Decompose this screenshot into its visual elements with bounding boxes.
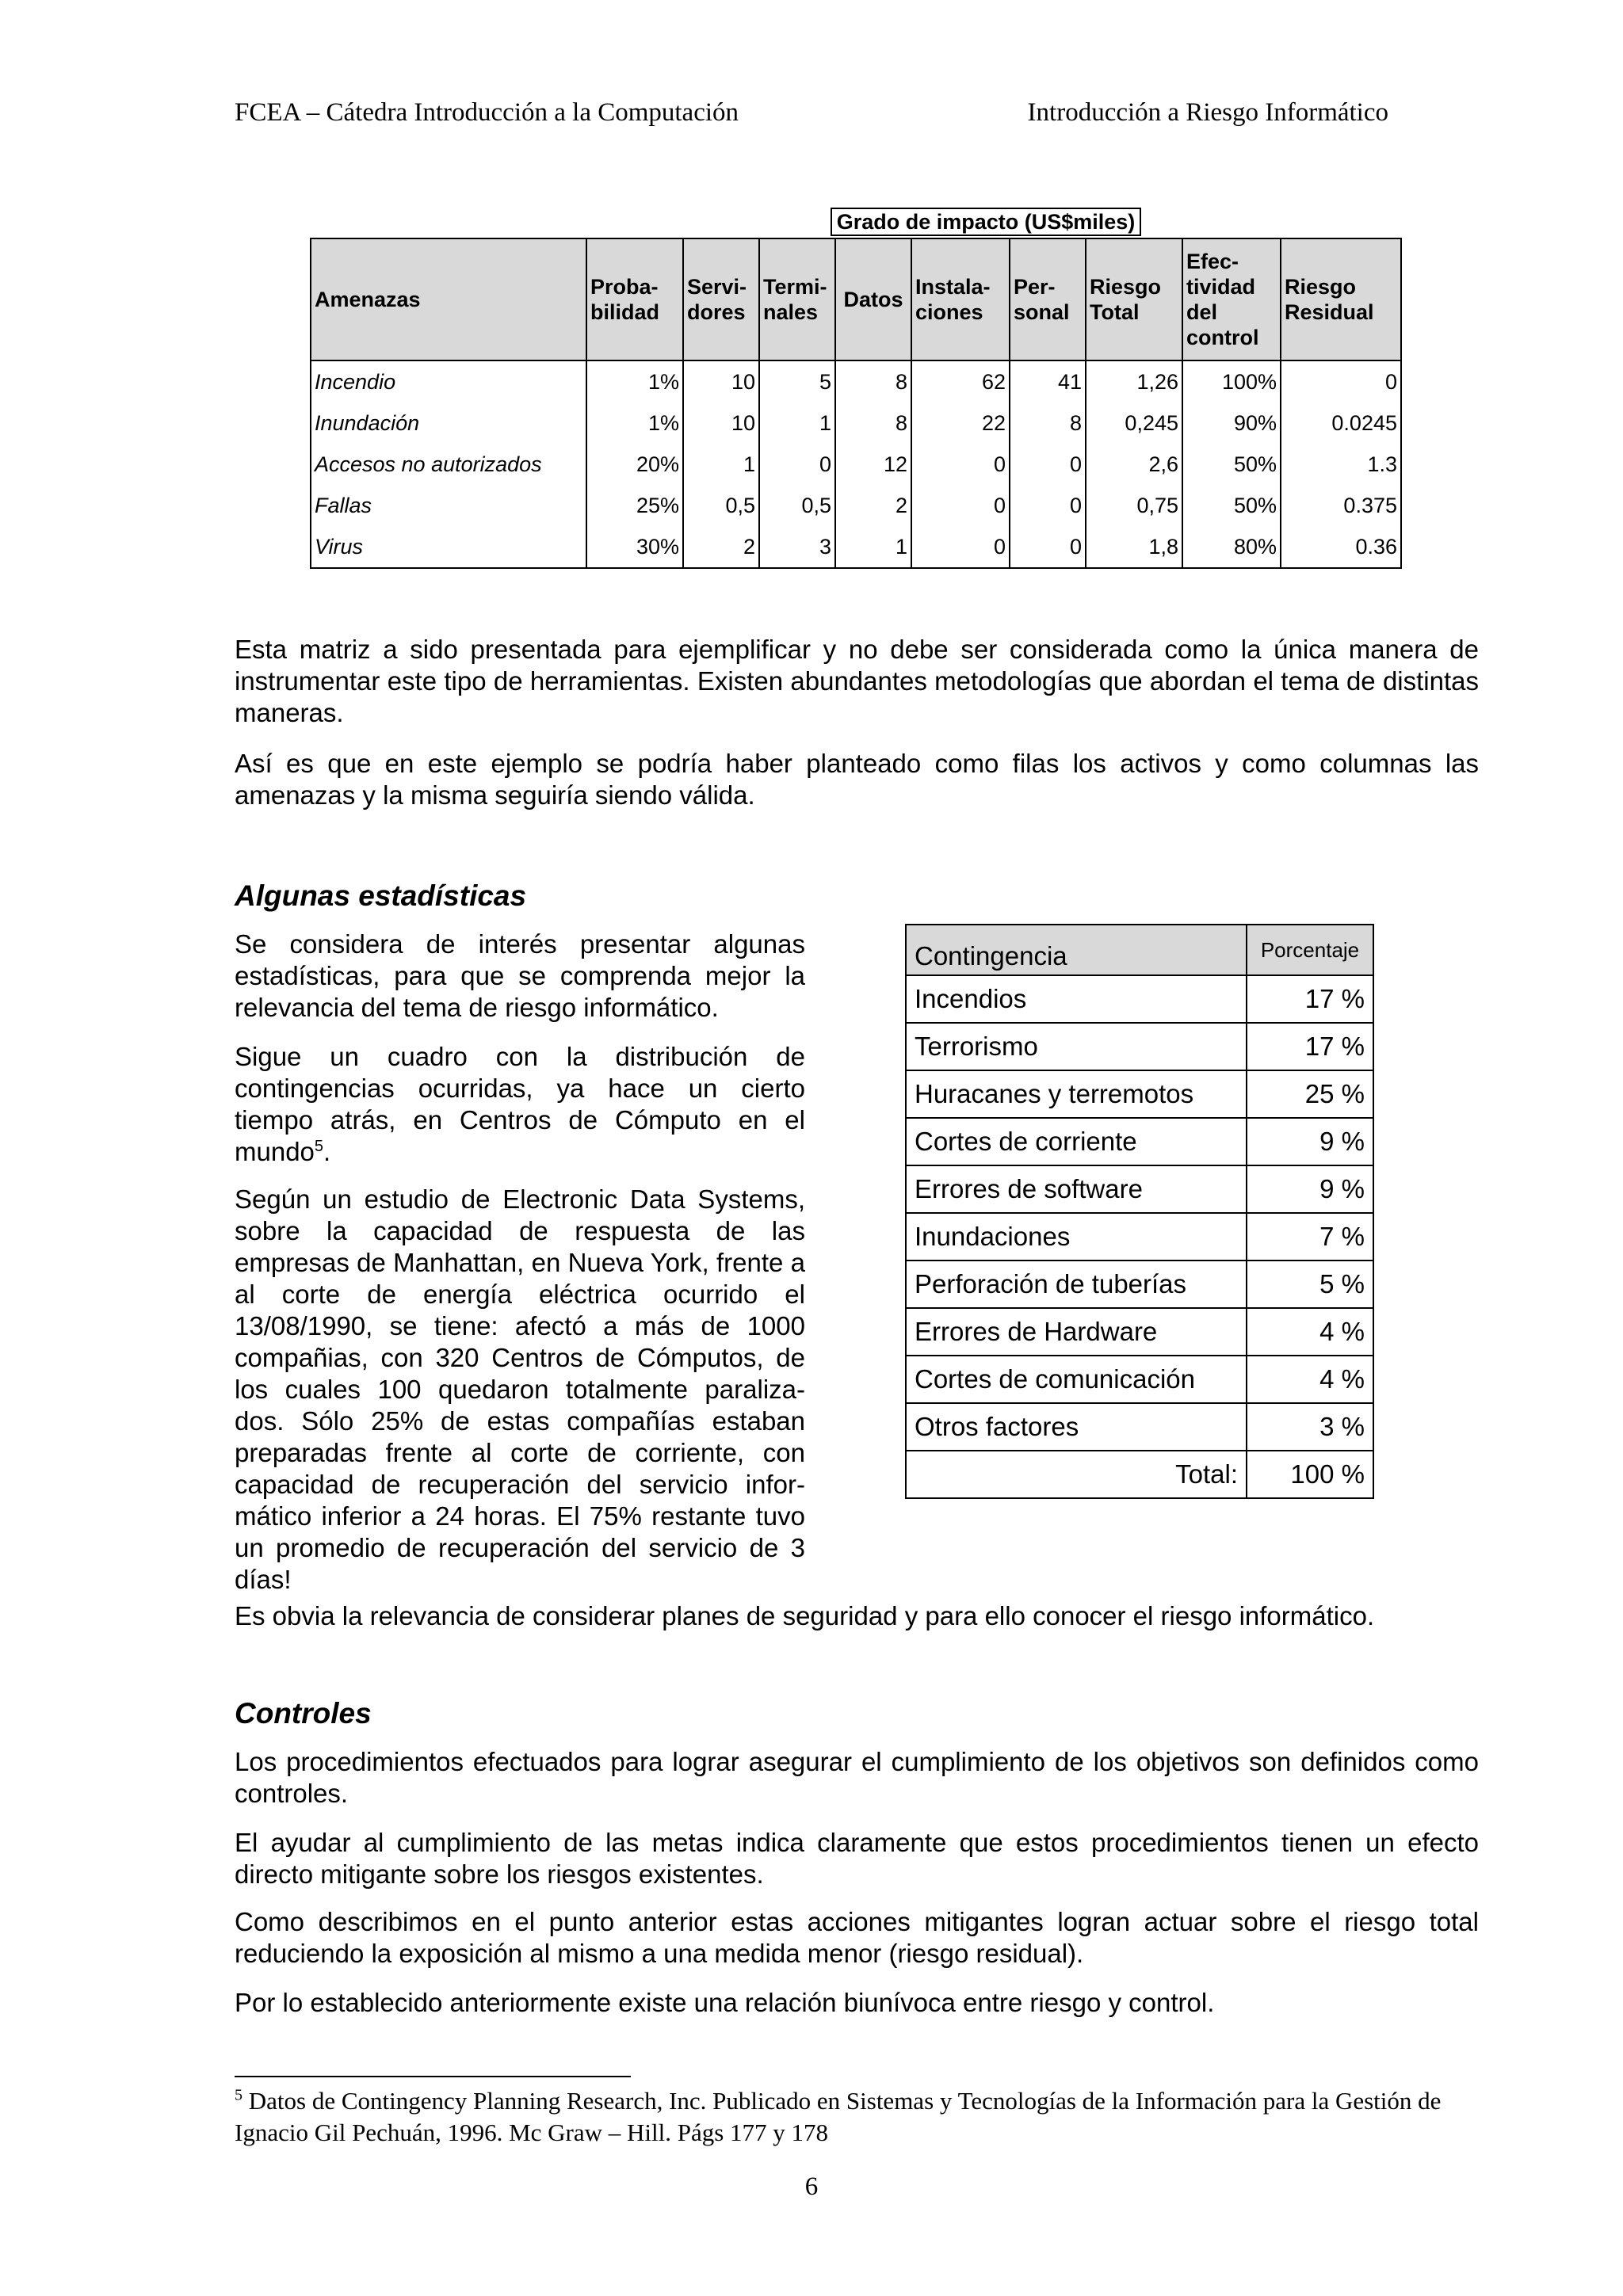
matrix-cell: 25% xyxy=(586,485,683,526)
matrix-cell: 1% xyxy=(586,360,683,402)
total-value: 100 % xyxy=(1247,1451,1373,1498)
matrix-cell: 0 xyxy=(911,526,1010,568)
header-right: Introducción a Riesgo Informático xyxy=(1027,98,1388,127)
contingency-row xyxy=(906,1070,1373,1118)
col-header: Datos xyxy=(835,238,911,360)
matrix-row xyxy=(311,444,1401,485)
footnote: $^5$ Datos de Contingency Planning Research, Inc. Publicado en Sistemas y Tecnologías de la Información para la Gestión de Ignacio Gil Pechuán, 1996. Mc Graw – Hill. Págs 177 y 178 xyxy=(235,2086,1442,2146)
matrix-cell: 0 xyxy=(911,485,1010,526)
matrix-cell: 8 xyxy=(835,360,911,402)
contingency-percent: 5 % xyxy=(1247,1261,1373,1308)
contingency-label: Otros factores xyxy=(906,1403,1247,1451)
matrix-cell: 12 xyxy=(835,444,911,485)
impact-caption: Grado de impacto (US$miles) xyxy=(831,208,1141,236)
matrix-cell: 80% xyxy=(1182,526,1281,568)
matrix-cell: 3 xyxy=(759,526,835,568)
section-title-estadisticas: Algunas estadísticas xyxy=(235,879,527,912)
contingency-label: Terrorismo xyxy=(906,1023,1247,1070)
matrix-cell: 8 xyxy=(1010,402,1086,444)
col-header-contingencia: Contingencia xyxy=(906,925,1247,975)
matrix-cell: 0 xyxy=(1010,485,1086,526)
contingency-percent: 17 % xyxy=(1247,1023,1373,1070)
matrix-cell: 1% xyxy=(586,402,683,444)
contingency-percent: 17 % xyxy=(1247,975,1373,1023)
paragraph: Sigue un cuadro con la distribución de contingencias ocurridas, ya hace un cierto tiempo atrás, en Centros de Cómputo en el mundo$^5$. xyxy=(235,1042,805,1166)
contingency-percent: 25 % xyxy=(1247,1070,1373,1118)
matrix-row xyxy=(311,402,1401,444)
matrix-cell: 0,5 xyxy=(683,485,759,526)
contingency-label: Perforación de tuberías xyxy=(906,1261,1247,1308)
matrix-cell: 0,5 xyxy=(759,485,835,526)
paragraph: Se considera de interés presentar algunas estadísticas, para que se comprenda mejor la relevancia del tema de riesgo informático. xyxy=(235,929,805,1022)
risk-matrix-table xyxy=(310,238,1402,569)
col-header: Termi-nales xyxy=(759,238,835,360)
matrix-cell: 30% xyxy=(586,526,683,568)
contingency-label: Errores de software xyxy=(906,1165,1247,1213)
matrix-row xyxy=(311,360,1401,402)
col-header: Per-sonal xyxy=(1010,238,1086,360)
paragraph: Según un estudio de Electronic Data Systems, sobre la capacidad de respuesta de las empresas de Manhattan, en Nueva York, frente a al corte de energía eléctrica ocurrido el 13/08/1990, se tiene: afectó a más de 1000 compañias, con 320 Centros de Cómputos, de los cuales 100 quedaron totalmente paraliza-dos. Sólo 25% de estas compañías estaban preparadas frente al corte de corriente, con capacidad de recuperación del servicio infor-mático inferior a 24 horas. El 75% restante tuvo un promedio de recuperación del servicio de 3 días! xyxy=(235,1184,805,1594)
col-header: Riesgo Total xyxy=(1086,238,1182,360)
threat-name: Accesos no autorizados xyxy=(311,444,586,485)
paragraph: Como describimos en el punto anterior estas acciones mitigantes logran actuar sobre el riesgo total reduciendo la exposición al mismo a una medida menor (riesgo residual). xyxy=(235,1907,1479,1968)
contingency-label: Cortes de comunicación xyxy=(906,1356,1247,1403)
contingency-total-row xyxy=(906,1451,1373,1498)
matrix-cell: 1.3 xyxy=(1281,444,1401,485)
matrix-cell: 10 xyxy=(683,402,759,444)
contingency-percent: 7 % xyxy=(1247,1213,1373,1261)
matrix-cell: 10 xyxy=(683,360,759,402)
matrix-cell: 41 xyxy=(1010,360,1086,402)
matrix-cell: 50% xyxy=(1182,485,1281,526)
footnote-rule xyxy=(235,2076,631,2077)
contingency-percent: 3 % xyxy=(1247,1403,1373,1451)
col-header: Proba-bilidad xyxy=(586,238,683,360)
matrix-header-row xyxy=(311,238,1401,360)
threat-name: Virus xyxy=(311,526,586,568)
contingency-header-row xyxy=(906,925,1373,975)
contingency-label: Errores de Hardware xyxy=(906,1308,1247,1356)
matrix-cell: 2,6 xyxy=(1086,444,1182,485)
matrix-cell: 20% xyxy=(586,444,683,485)
section-title-controles: Controles xyxy=(235,1697,372,1730)
matrix-cell: 5 xyxy=(759,360,835,402)
matrix-cell: 0.375 xyxy=(1281,485,1401,526)
matrix-cell: 0 xyxy=(1281,360,1401,402)
matrix-cell: 0.36 xyxy=(1281,526,1401,568)
matrix-cell: 2 xyxy=(835,485,911,526)
matrix-cell: 0 xyxy=(759,444,835,485)
matrix-cell: 0 xyxy=(1010,526,1086,568)
contingency-row xyxy=(906,1261,1373,1308)
matrix-cell: 62 xyxy=(911,360,1010,402)
contingency-label: Incendios xyxy=(906,975,1247,1023)
contingency-label: Cortes de corriente xyxy=(906,1118,1247,1165)
threat-name: Inundación xyxy=(311,402,586,444)
contingency-row xyxy=(906,1308,1373,1356)
matrix-row xyxy=(311,485,1401,526)
total-label: Total: xyxy=(906,1451,1247,1498)
matrix-cell: 1,8 xyxy=(1086,526,1182,568)
paragraph: Esta matriz a sido presentada para ejemplificar y no debe ser considerada como la única manera de instrumentar este tipo de herramientas. Existen abundantes metodologías que abordan el tema de distintas maneras. xyxy=(235,635,1479,727)
threat-name: Fallas xyxy=(311,485,586,526)
paragraph: El ayudar al cumplimiento de las metas indica claramente que estos procedimientos tienen un efecto directo mitigante sobre los riesgos existentes. xyxy=(235,1828,1479,1889)
contingency-percent: 4 % xyxy=(1247,1308,1373,1356)
matrix-cell: 90% xyxy=(1182,402,1281,444)
contingency-row xyxy=(906,1118,1373,1165)
paragraph: Es obvia la relevancia de considerar planes de seguridad y para ello conocer el riesgo informático. xyxy=(235,1601,1375,1630)
paragraph: Por lo establecido anteriormente existe una relación biunívoca entre riesgo y control. xyxy=(235,1988,1215,2017)
contingency-percent: 4 % xyxy=(1247,1356,1373,1403)
threat-name: Incendio xyxy=(311,360,586,402)
matrix-cell: 100% xyxy=(1182,360,1281,402)
matrix-cell: 22 xyxy=(911,402,1010,444)
paragraph: Los procedimientos efectuados para lograr asegurar el cumplimiento de los objetivos son definidos como controles. xyxy=(235,1747,1479,1808)
col-header-porcentaje: Porcentaje xyxy=(1247,925,1373,975)
col-header: Servi-dores xyxy=(683,238,759,360)
page-number: 6 xyxy=(804,2172,819,2201)
matrix-cell: 8 xyxy=(835,402,911,444)
contingency-row xyxy=(906,1023,1373,1070)
contingency-row xyxy=(906,1213,1373,1261)
matrix-cell: 0 xyxy=(911,444,1010,485)
contingency-label: Huracanes y terremotos xyxy=(906,1070,1247,1118)
contingency-row xyxy=(906,1403,1373,1451)
col-header: Amenazas xyxy=(311,238,586,360)
contingency-row xyxy=(906,975,1373,1023)
col-header: Riesgo Residual xyxy=(1281,238,1401,360)
matrix-cell: 2 xyxy=(683,526,759,568)
matrix-cell: 0,245 xyxy=(1086,402,1182,444)
paragraph: Así es que en este ejemplo se podría haber planteado como filas los activos y como columnas las amenazas y la misma seguiría siendo válida. xyxy=(235,749,1479,810)
matrix-cell: 50% xyxy=(1182,444,1281,485)
matrix-cell: 1 xyxy=(683,444,759,485)
contingency-table xyxy=(905,924,1374,1499)
col-header: Efec-tividad del control xyxy=(1182,238,1281,360)
contingency-row xyxy=(906,1356,1373,1403)
matrix-cell: 0 xyxy=(1010,444,1086,485)
contingency-percent: 9 % xyxy=(1247,1165,1373,1213)
header-left: FCEA – Cátedra Introducción a la Computación xyxy=(235,98,739,127)
col-header: Instala-ciones xyxy=(911,238,1010,360)
contingency-label: Inundaciones xyxy=(906,1213,1247,1261)
contingency-row xyxy=(906,1165,1373,1213)
contingency-percent: 9 % xyxy=(1247,1118,1373,1165)
matrix-cell: 0,75 xyxy=(1086,485,1182,526)
matrix-row xyxy=(311,526,1401,568)
matrix-cell: 1,26 xyxy=(1086,360,1182,402)
matrix-cell: 1 xyxy=(835,526,911,568)
matrix-cell: 1 xyxy=(759,402,835,444)
matrix-cell: 0.0245 xyxy=(1281,402,1401,444)
